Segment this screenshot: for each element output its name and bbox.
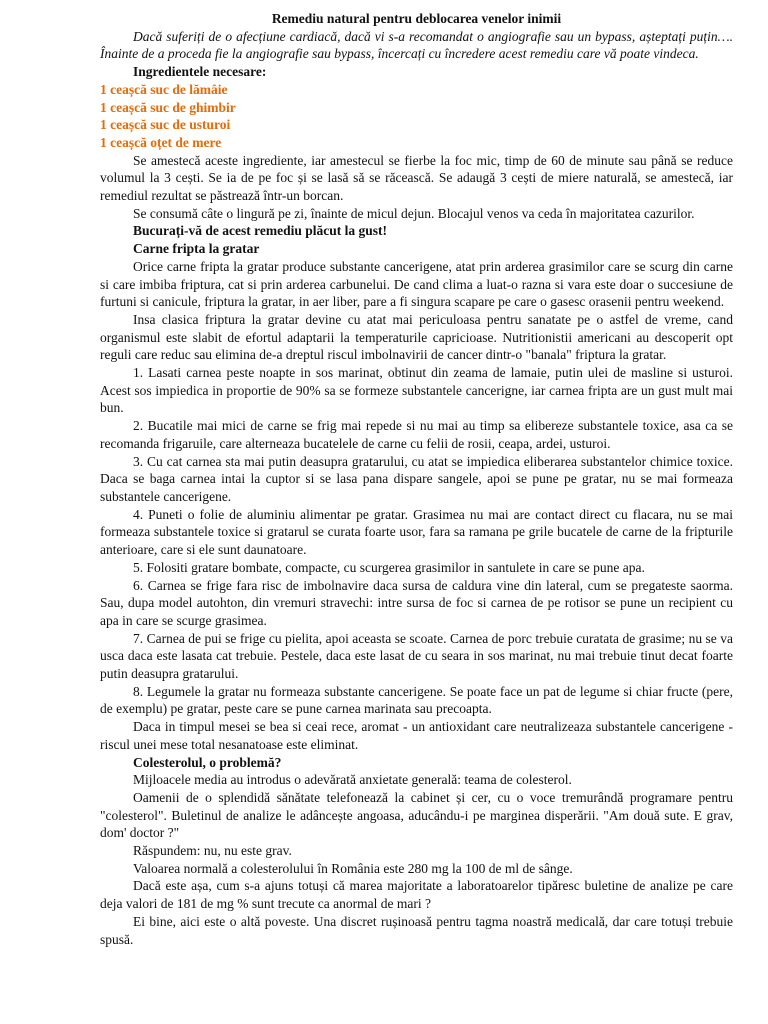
document-page (100, 10, 733, 948)
grill-rule: 4. Puneti o folie de aluminiu alimentar pe gratar. Grasimea nu mai are contact direct cu flacara, nu se mai formeaza substantele toxice si gratarul se curata foarte usor, fara sa ramana pe grile bucatele de carne de la fripturile anterioare, care si ele sunt daunatoare. (100, 506, 733, 558)
cholesterol-paragraph: Valoarea normală a colesterolului în România este 280 mg la 100 de ml de sânge. (133, 860, 573, 876)
intro-paragraph: Dacă suferiți de o afecțiune cardiacă, dacă vi s-a recomandat o angiografie sau un bypass, așteptați puțin…. Înainte de a proceda fie la angiografie sau bypass, încercați cu încredere acest remediu care vă poate vindeca. (100, 28, 733, 62)
ingredient-item: 1 ceașcă suc de ghimbir (100, 99, 236, 115)
grill-rule: 1. Lasati carnea peste noapte in sos marinat, obtinut din zeama de lamaie, putin ulei de masline si usturoi. Acest sos impiedica in proportie de 90% sa se formeze substantele cancerigne, iar carnea fripta are un gust mult mai bun. (100, 365, 733, 416)
cholesterol-paragraph: Ei bine, aici este o altă poveste. Una discret rușinoasă pentru tagma noastră medicală, dar care totuși trebuie spusă. (100, 913, 733, 947)
grill-rule: 3. Cu cat carnea sta mai putin deasupra gratarului, cu atat se impiedica eliberarea substantelor chimice toxice. Daca se baga carnea intai la cuptor si se lasa pana dispare sangele, apoi se pune pe gratar, nu se mai formeaza substantele cancerigene. (100, 453, 733, 504)
cholesterol-paragraph: Răspundem: nu, nu este grav. (133, 843, 292, 859)
ingredients-heading: Ingredientele necesare: (133, 64, 267, 80)
document-title: Remediu natural pentru deblocarea venelor inimii (271, 11, 562, 26)
usage-paragraph: Se consumă câte o lingură pe zi, înainte de micul dejun. Blocajul venos va ceda în majoritatea cazurilor. (133, 205, 695, 221)
grill-rule: 5. Folositi gratare bombate, compacte, cu scurgerea grasimilor in santulete in care se pune apa. (133, 559, 645, 575)
grill-heading: Carne fripta la gratar (133, 241, 260, 257)
cholesterol-paragraph: Dacă este așa, cum s-a ajuns totuși că marea majoritate a laboratoarelor tipăresc buletine de analize pe care deja valori de 181 de mg % sunt trecute ca anormal de mari ? (100, 878, 733, 912)
enjoy-line: Bucurați-vă de acest remediu plăcut la gust! (133, 223, 387, 239)
ingredient-item: 1 ceașcă suc de usturoi (100, 117, 231, 133)
cholesterol-heading: Colesterolul, o problemă? (133, 754, 282, 770)
cholesterol-paragraph: Mijloacele media au introdus o adevărată anxietate generală: teama de colesterol. (133, 772, 572, 788)
grill-paragraph: Insa clasica friptura la gratar devine cu atat mai periculoasa pentru sanatate pe o astfel de vreme, cand organismul este slabit de efortul adaptarii la temperaturile capricioase. Nutritionistii americani au descoperit opt reguli care reduc sau elimina de-a dreptul riscul imbolnavirii de cancer dintr-o "banala" friptura la gratar. (100, 311, 733, 363)
ingredient-item: 1 ceașcă oțet de mere (100, 134, 222, 150)
grill-paragraph: Orice carne fripta la gratar produce substante cancerigene, atat prin arderea grasimilor care se scurg din carne si care imbiba friptura, cat si prin arderea carbunelui. De cand clima a luat-o razna si vara este doar o succesiune de furtuni si canicule, friptura la gratar, in aer liber, pare a fi singura scapare pe care o gasesc orasenii pentru weekend. (100, 258, 733, 310)
cholesterol-paragraph: Oamenii de o splendidă sănătate telefonează la cabinet și cer, cu o voce tremurândă programare pentru "colesterol". Buletinul de analize le adâncește angoasa, aducându-i pe marginea disperării. "Am două sute. E grav, dom' doctor ?" (100, 789, 733, 841)
grill-paragraph: Daca in timpul mesei se bea si ceai rece, aromat - un antioxidant care neutralizeaza substantele cancerigene - riscul unei mese total nesanatoase este eliminat. (100, 719, 733, 752)
preparation-paragraph: Se amestecă aceste ingrediente, iar amestecul se fierbe la foc mic, timp de 60 de minute sau până se reduce volumul la 3 cești. Se ia de pe foc și se lasă să se răcească. Se adaugă 3 cești de miere naturală, se amestecă, iar remediul rezultat se păstrează într-un borcan. (100, 152, 733, 204)
grill-rule: 7. Carnea de pui se frige cu pielita, apoi aceasta se scoate. Carnea de porc trebuie curatata de grasime; nu se va usca daca este lasata cat trebuie. Pestele, daca este lasat de cu seara in sos marinat, nu mai trebuie tinut decat foarte putin deasupra gratarului. (100, 630, 733, 682)
grill-rule: 2. Bucatile mai mici de carne se frig mai repede si nu mai au timp sa elibereze substantele toxice, asa ca se recomanda frigaruile, care alterneaza bucatelele de carne cu felii de rosii, ceapa, ardei, usturoi. (100, 418, 733, 451)
grill-rule: 6. Carnea se frige fara risc de imbolnavire daca sursa de caldura vine din lateral, cum se pregateste saorma. Sau, dupa model autohton, din vremuri stravechi: intre sursa de foc si carnea de pe rotisor se pune un recipient cu apa in care se scurge grasimea. (100, 577, 733, 628)
ingredient-item: 1 ceașcă suc de lămâie (100, 81, 228, 97)
grill-rule: 8. Legumele la gratar nu formeaza substante cancerigene. Se poate face un pat de legume si chiar fructe (pere, de exemplu) pe gratar, peste care se pune carnea marinata sau precoapta. (100, 683, 733, 717)
